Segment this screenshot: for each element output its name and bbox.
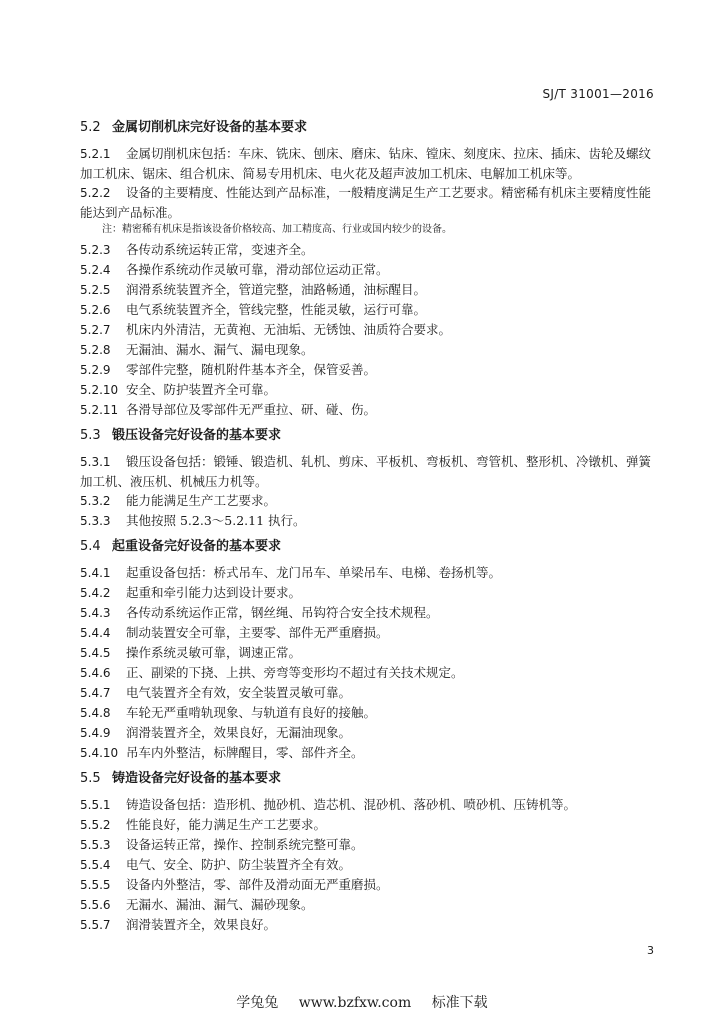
clause-number: 5.4.2 xyxy=(80,586,111,600)
clause-text: 操作系统灵敏可靠，调速正常。 xyxy=(126,645,302,660)
clause-text: 起重设备包括：桥式吊车、龙门吊车、单梁吊车、电梯、卷扬机等。 xyxy=(126,565,502,580)
clause-item xyxy=(80,743,658,763)
clause-text: 设备运转正常，操作、控制系统完整可靠。 xyxy=(126,837,364,852)
clause-item xyxy=(80,452,658,491)
section-5-5 xyxy=(80,769,658,935)
clause-item xyxy=(80,563,658,583)
clause-number: 5.5.5 xyxy=(80,878,111,892)
section-heading xyxy=(80,118,658,138)
clause-item xyxy=(80,240,658,260)
clause-number: 5.5.2 xyxy=(80,818,111,832)
page-number: 3 xyxy=(647,944,654,957)
clause-text: 金属切削机床包括：车床、铣床、刨床、磨床、钻床、镗床、刻度床、拉床、插床、齿轮及螺纹加工机床、锯床、组合机床、简易专用机床、电火花及超声波加工机床、电解加工机床等。 xyxy=(80,146,652,181)
clause-text: 润滑系统装置齐全，管道完整，油路畅通，油标醒目。 xyxy=(126,282,427,297)
section-heading xyxy=(80,769,658,789)
clause-item xyxy=(80,491,658,511)
note-text: 精密稀有机床是指该设备价格较高、加工精度高、行业或国内较少的设备。 xyxy=(122,224,452,235)
clause-item xyxy=(80,280,658,300)
clause-text: 机床内外清洁，无黄袍、无油垢、无锈蚀、油质符合要求。 xyxy=(126,322,452,337)
clause-number: 5.3.1 xyxy=(80,455,111,469)
clause-item xyxy=(80,144,658,183)
section-number: 5.3 xyxy=(80,428,101,443)
clause-text: 能力能满足生产工艺要求。 xyxy=(126,493,277,508)
document-body xyxy=(80,118,658,935)
clause-number: 5.2.9 xyxy=(80,363,111,377)
clause-item xyxy=(80,915,658,935)
section-heading xyxy=(80,426,658,446)
clause-text: 润滑装置齐全，效果良好。 xyxy=(126,917,277,932)
clause-number: 5.3.3 xyxy=(80,514,111,528)
clause-text: 各操作系统动作灵敏可靠，滑动部位运动正常。 xyxy=(126,262,389,277)
standard-code: SJ/T 31001—2016 xyxy=(542,87,654,101)
clause-number: 5.4.1 xyxy=(80,566,111,580)
clause-text: 电气、安全、防护、防尘装置齐全有效。 xyxy=(126,857,352,872)
clause-item xyxy=(80,340,658,360)
clause-item xyxy=(80,300,658,320)
clause-item xyxy=(80,855,658,875)
clause-number: 5.2.5 xyxy=(80,283,111,297)
clause-item xyxy=(80,703,658,723)
clause-text: 零部件完整，随机附件基本齐全，保管妥善。 xyxy=(126,362,377,377)
clause-text: 锻压设备包括：锻锤、锻造机、轧机、剪床、平板机、弯板机、弯管机、整形机、冷镦机、弹簧加工机、液压机、机械压力机等。 xyxy=(80,454,652,489)
clause-number: 5.5.7 xyxy=(80,918,111,932)
clause-number: 5.5.4 xyxy=(80,858,111,872)
footer-tagline: 标准下载 xyxy=(431,995,488,1011)
note-label: 注： xyxy=(102,224,122,235)
clause-text: 无漏油、漏水、漏气、漏电现象。 xyxy=(126,342,314,357)
section-5-4 xyxy=(80,537,658,763)
clause-text: 吊车内外整洁，标牌醒目，零、部件齐全。 xyxy=(126,745,364,760)
section-title: 起重设备完好设备的基本要求 xyxy=(112,539,282,554)
clause-item xyxy=(80,875,658,895)
clause-text: 各滑导部位及零部件无严重拉、研、碰、伤。 xyxy=(126,402,377,417)
clause-number: 5.2.10 xyxy=(80,383,119,397)
clause-text: 设备内外整洁，零、部件及滑动面无严重磨损。 xyxy=(126,877,389,892)
footer-watermark xyxy=(0,992,724,1012)
clause-item xyxy=(80,400,658,420)
clause-number: 5.4.10 xyxy=(80,746,119,760)
section-heading xyxy=(80,537,658,557)
clause-text: 性能良好，能力满足生产工艺要求。 xyxy=(126,817,327,832)
clause-item xyxy=(80,360,658,380)
clause-text: 润滑装置齐全，效果良好，无漏油现象。 xyxy=(126,725,352,740)
clause-number: 5.3.2 xyxy=(80,494,111,508)
clause-item xyxy=(80,663,658,683)
clause-text: 各传动系统运转正常，变速齐全。 xyxy=(126,242,314,257)
clause-number: 5.2.3 xyxy=(80,243,111,257)
clause-item xyxy=(80,723,658,743)
clause-item xyxy=(80,260,658,280)
clause-item xyxy=(80,603,658,623)
section-number: 5.4 xyxy=(80,539,101,554)
clause-number: 5.2.2 xyxy=(80,186,111,200)
section-number: 5.5 xyxy=(80,771,101,786)
clause-number: 5.2.11 xyxy=(80,403,119,417)
footer-url: www.bzfxw.com xyxy=(298,995,412,1011)
clause-item xyxy=(80,795,658,815)
clause-item xyxy=(80,623,658,643)
clause-number: 5.5.1 xyxy=(80,798,111,812)
clause-number: 5.4.4 xyxy=(80,626,111,640)
clause-text: 制动装置安全可靠，主要零、部件无严重磨损。 xyxy=(126,625,389,640)
clause-text: 无漏水、漏油、漏气、漏砂现象。 xyxy=(126,897,314,912)
clause-number: 5.2.8 xyxy=(80,343,111,357)
clause-text: 其他按照 5.2.3～5.2.11 执行。 xyxy=(126,513,306,528)
section-5-2 xyxy=(80,118,658,420)
clause-number: 5.5.6 xyxy=(80,898,111,912)
clause-number: 5.4.8 xyxy=(80,706,111,720)
clause-text: 电气系统装置齐全，管线完整，性能灵敏，运行可靠。 xyxy=(126,302,427,317)
clause-text: 各传动系统运作正常，钢丝绳、吊钩符合安全技术规程。 xyxy=(126,605,439,620)
clause-number: 5.2.4 xyxy=(80,263,111,277)
clause-text: 铸造设备包括：造形机、抛砂机、造芯机、混砂机、落砂机、喷砂机、压铸机等。 xyxy=(126,797,577,812)
clause-item xyxy=(80,643,658,663)
clause-number: 5.2.1 xyxy=(80,147,111,161)
footer-site-name: 学兔兔 xyxy=(236,995,279,1011)
clause-item xyxy=(80,511,658,531)
clause-number: 5.5.3 xyxy=(80,838,111,852)
clause-number: 5.2.6 xyxy=(80,303,111,317)
clause-text: 安全、防护装置齐全可靠。 xyxy=(126,382,277,397)
section-5-3 xyxy=(80,426,658,531)
clause-text: 车轮无严重啃轨现象、与轨道有良好的接触。 xyxy=(126,705,377,720)
note xyxy=(80,222,658,238)
clause-item xyxy=(80,683,658,703)
section-number: 5.2 xyxy=(80,120,101,135)
section-title: 铸造设备完好设备的基本要求 xyxy=(112,771,282,786)
clause-text: 正、副梁的下挠、上拱、旁弯等变形均不超过有关技术规定。 xyxy=(126,665,464,680)
clause-number: 5.4.3 xyxy=(80,606,111,620)
clause-item xyxy=(80,320,658,340)
clause-text: 设备的主要精度、性能达到产品标准，一般精度满足生产工艺要求。精密稀有机床主要精度性能能达到产品标准。 xyxy=(80,185,652,220)
clause-item xyxy=(80,835,658,855)
section-title: 金属切削机床完好设备的基本要求 xyxy=(112,120,308,135)
clause-item xyxy=(80,380,658,400)
clause-number: 5.4.5 xyxy=(80,646,111,660)
clause-item xyxy=(80,183,658,222)
section-title: 锻压设备完好设备的基本要求 xyxy=(112,428,282,443)
clause-item xyxy=(80,815,658,835)
clause-number: 5.4.9 xyxy=(80,726,111,740)
clause-number: 5.2.7 xyxy=(80,323,111,337)
clause-text: 电气装置齐全有效，安全装置灵敏可靠。 xyxy=(126,685,352,700)
clause-number: 5.4.6 xyxy=(80,666,111,680)
clause-text: 起重和牵引能力达到设计要求。 xyxy=(126,585,302,600)
clause-item xyxy=(80,895,658,915)
clause-number: 5.4.7 xyxy=(80,686,111,700)
clause-item xyxy=(80,583,658,603)
